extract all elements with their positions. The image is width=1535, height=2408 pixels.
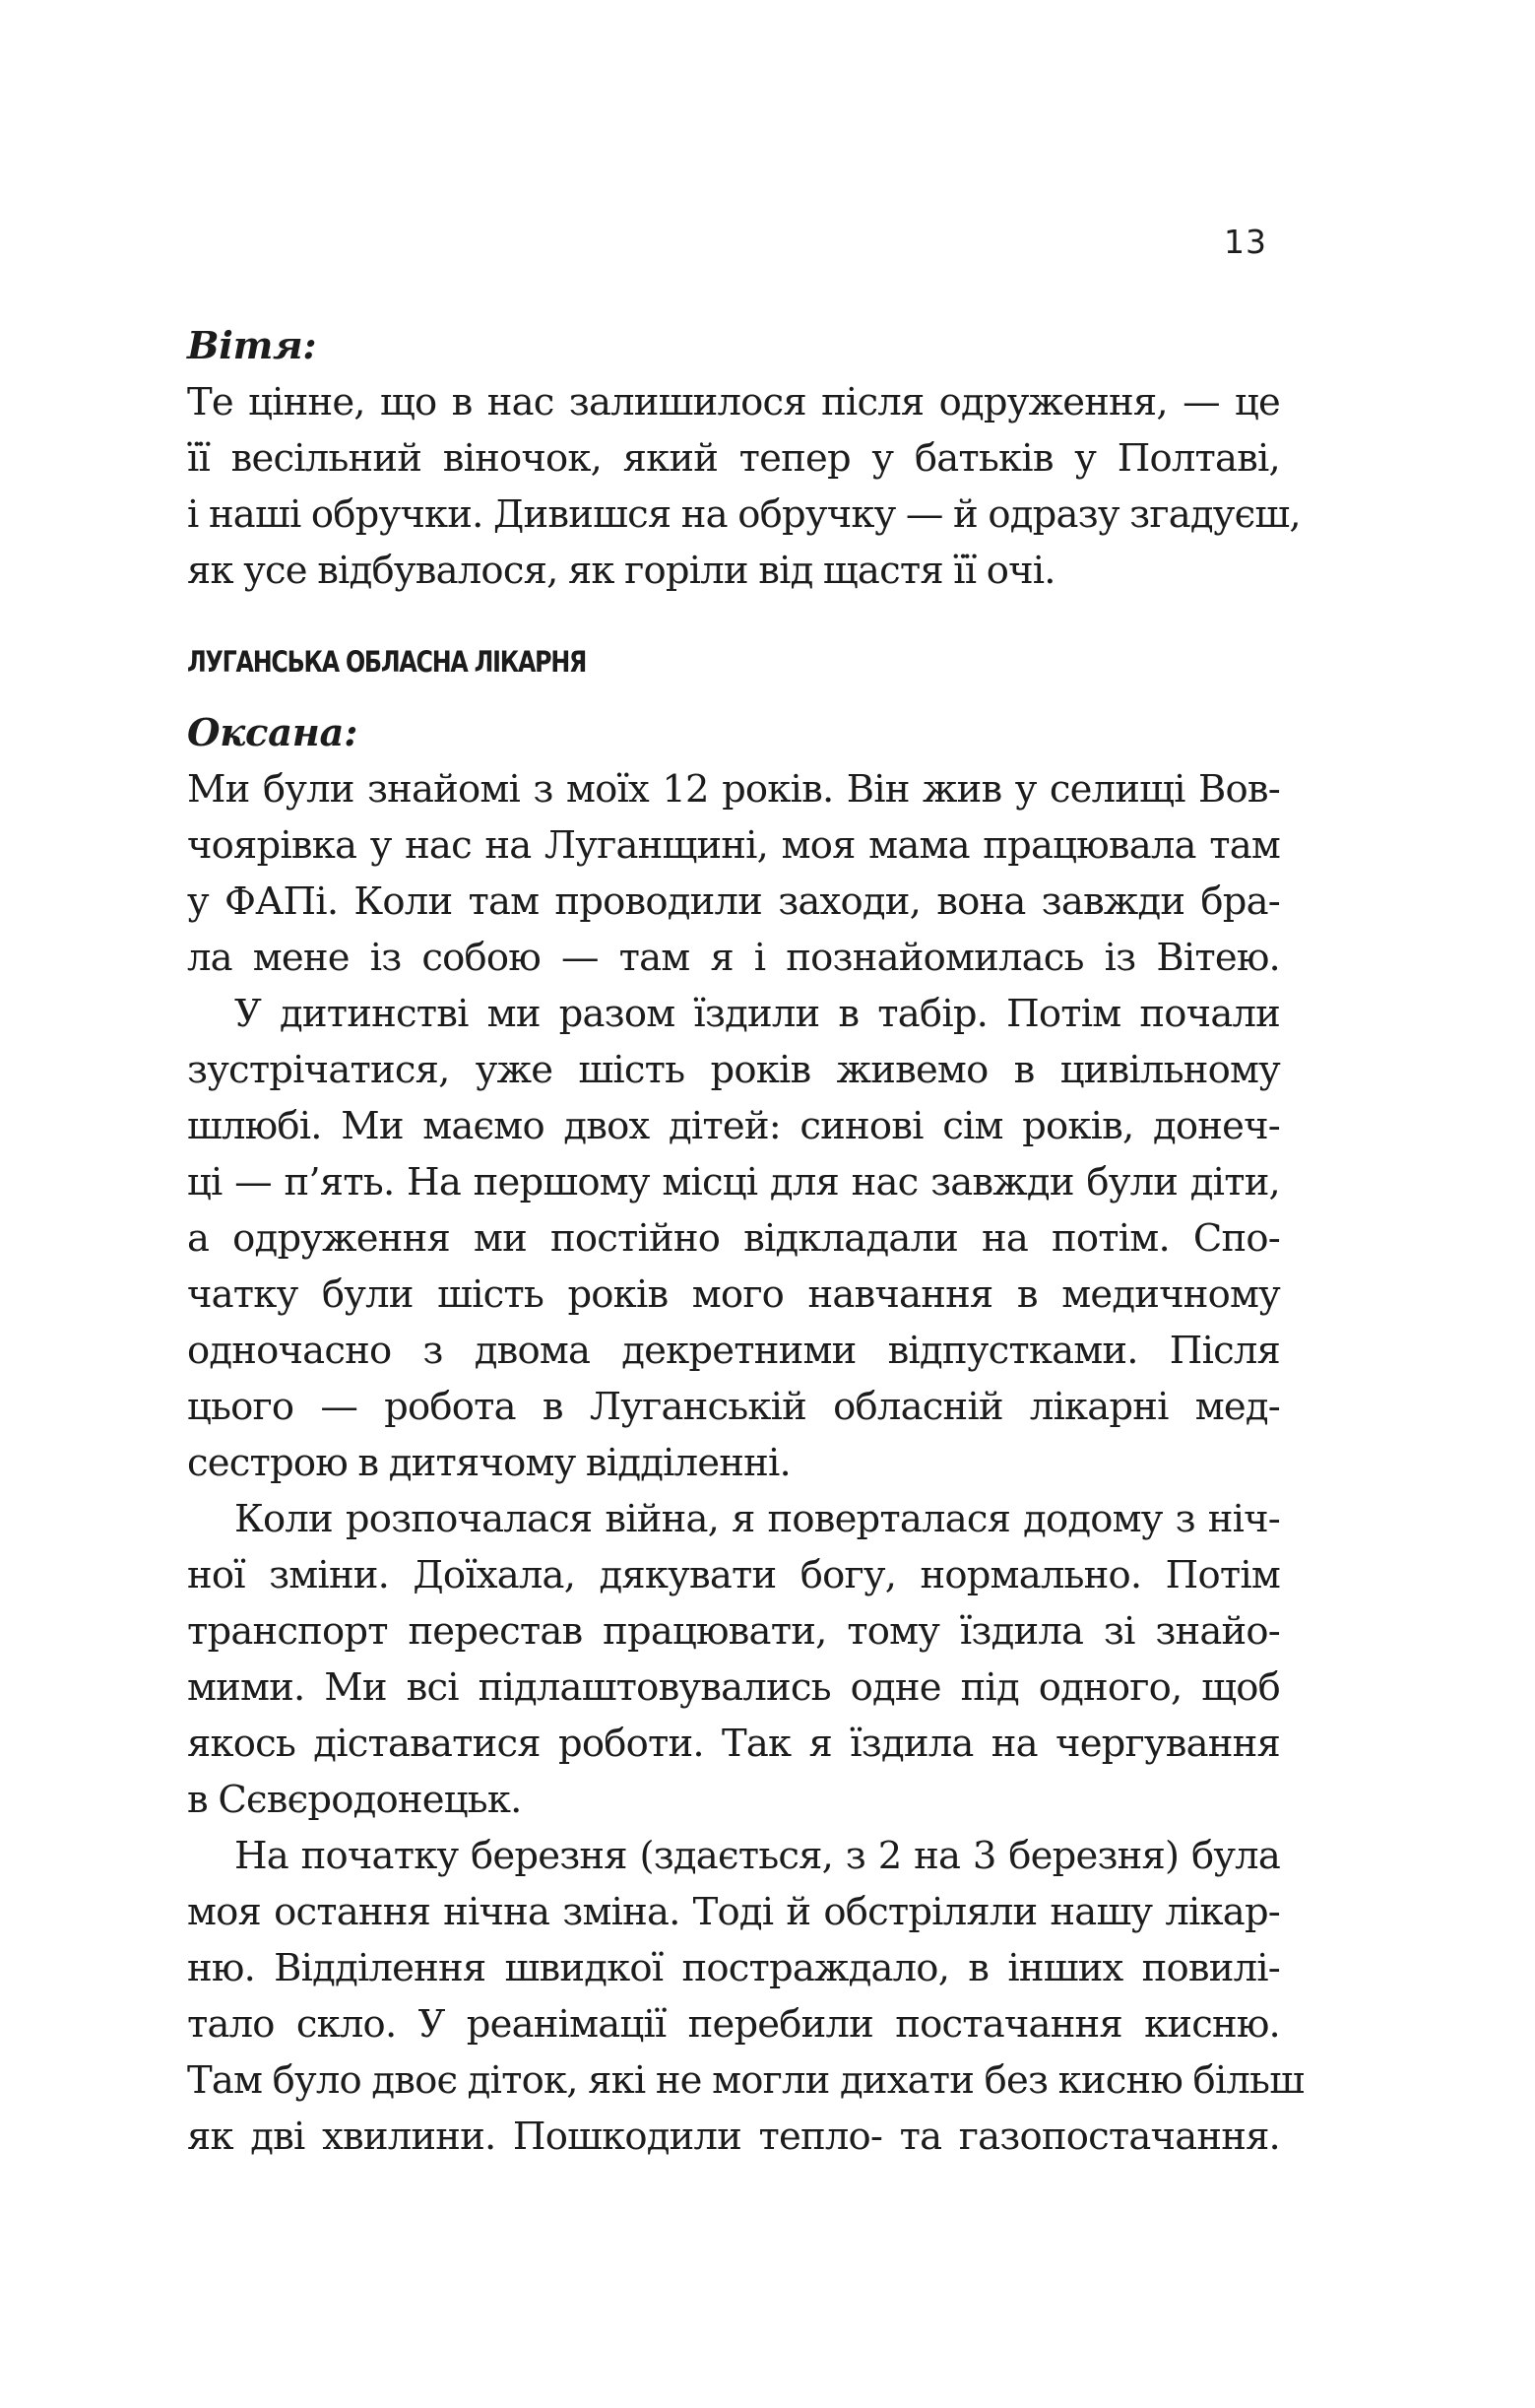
section-oksana xyxy=(187,705,1305,2165)
paragraph-line: шлюбі. Ми маємо двох дітей: синові сім років, донеч- xyxy=(187,1104,1280,1148)
speaker-label: Вітя: xyxy=(187,324,317,368)
paragraph-line: якось діставатися роботи. Так я їздила на чергування xyxy=(187,1722,1280,1766)
paragraph-line: ла мене із собою — там я і познайомилась із Вітею. xyxy=(187,936,1280,980)
paragraph-line: у ФАПі. Коли там проводили заходи, вона завжди бра- xyxy=(187,879,1280,924)
paragraph-line: Ми були знайомі з моїх 12 років. Він жив у селищі Вов- xyxy=(187,767,1280,812)
paragraph-line: цього — робота в Луганській обласній лікарні мед- xyxy=(187,1385,1280,1429)
speaker-label: Оксана: xyxy=(187,711,358,755)
paragraph-line: На початку березня (здається, з 2 на 3 березня) була xyxy=(234,1834,1280,1878)
paragraph-line: ці — п’ять. На першому місці для нас завжди були діти, xyxy=(187,1160,1280,1204)
paragraph-line: Там було двоє діток, які не могли дихати без кисню більш xyxy=(187,2058,1305,2103)
paragraph-line: Коли розпочалася війна, я поверталася додому з ніч- xyxy=(234,1497,1280,1541)
paragraph-line: зустрічатися, уже шість років живемо в цивільному xyxy=(187,1048,1280,1092)
paragraph-line: як дві хвилини. Пошкодили тепло- та газопостачання. xyxy=(187,2115,1280,2159)
paragraph-line: як усе відбувалося, як горіли від щастя її очі. xyxy=(187,549,1055,593)
paragraph-line: ної зміни. Доїхала, дякувати богу, нормально. Потім xyxy=(187,1553,1280,1597)
paragraph-line: моя остання нічна зміна. Тоді й обстріляли нашу лікар- xyxy=(187,1890,1280,1934)
page-number: 13 xyxy=(1224,223,1267,261)
paragraph-line: в Сєвєродонецьк. xyxy=(187,1778,522,1822)
paragraph-line: одночасно з двома декретними відпустками. Після xyxy=(187,1329,1280,1373)
paragraph-line: її весільний віночок, який тепер у батьків у Полтаві, xyxy=(187,436,1280,481)
paragraph-line: Те цінне, що в нас залишилося після одруження, — це xyxy=(187,380,1280,424)
paragraph-line: ню. Відділення швидкої постраждало, в інших повилі- xyxy=(187,1946,1280,1990)
section-heading: ЛУГАНСЬКА ОБЛАСНА ЛІКАРНЯ xyxy=(187,645,587,679)
paragraph-line: чоярівка у нас на Луганщині, моя мама працювала там xyxy=(187,823,1280,868)
paragraph-line: транспорт перестав працювати, тому їздила зі знайо- xyxy=(187,1609,1280,1654)
paragraph-line: сестрою в дитячому відділенні. xyxy=(187,1441,791,1485)
paragraph-line: а одруження ми постійно відкладали на потім. Спо- xyxy=(187,1216,1280,1261)
paragraph-line: У дитинстві ми разом їздили в табір. Потім почали xyxy=(234,992,1280,1036)
paragraph-line: тало скло. У реанімації перебили постачання кисню. xyxy=(187,2002,1280,2047)
section-vitia xyxy=(187,318,1301,599)
paragraph-line: і наші обручки. Дивишся на обручку — й одразу згадуєш, xyxy=(187,492,1301,537)
paragraph-line: мими. Ми всі підлаштовувались одне під одного, щоб xyxy=(187,1665,1280,1710)
paragraph-line: чатку були шість років мого навчання в медичному xyxy=(187,1272,1280,1317)
